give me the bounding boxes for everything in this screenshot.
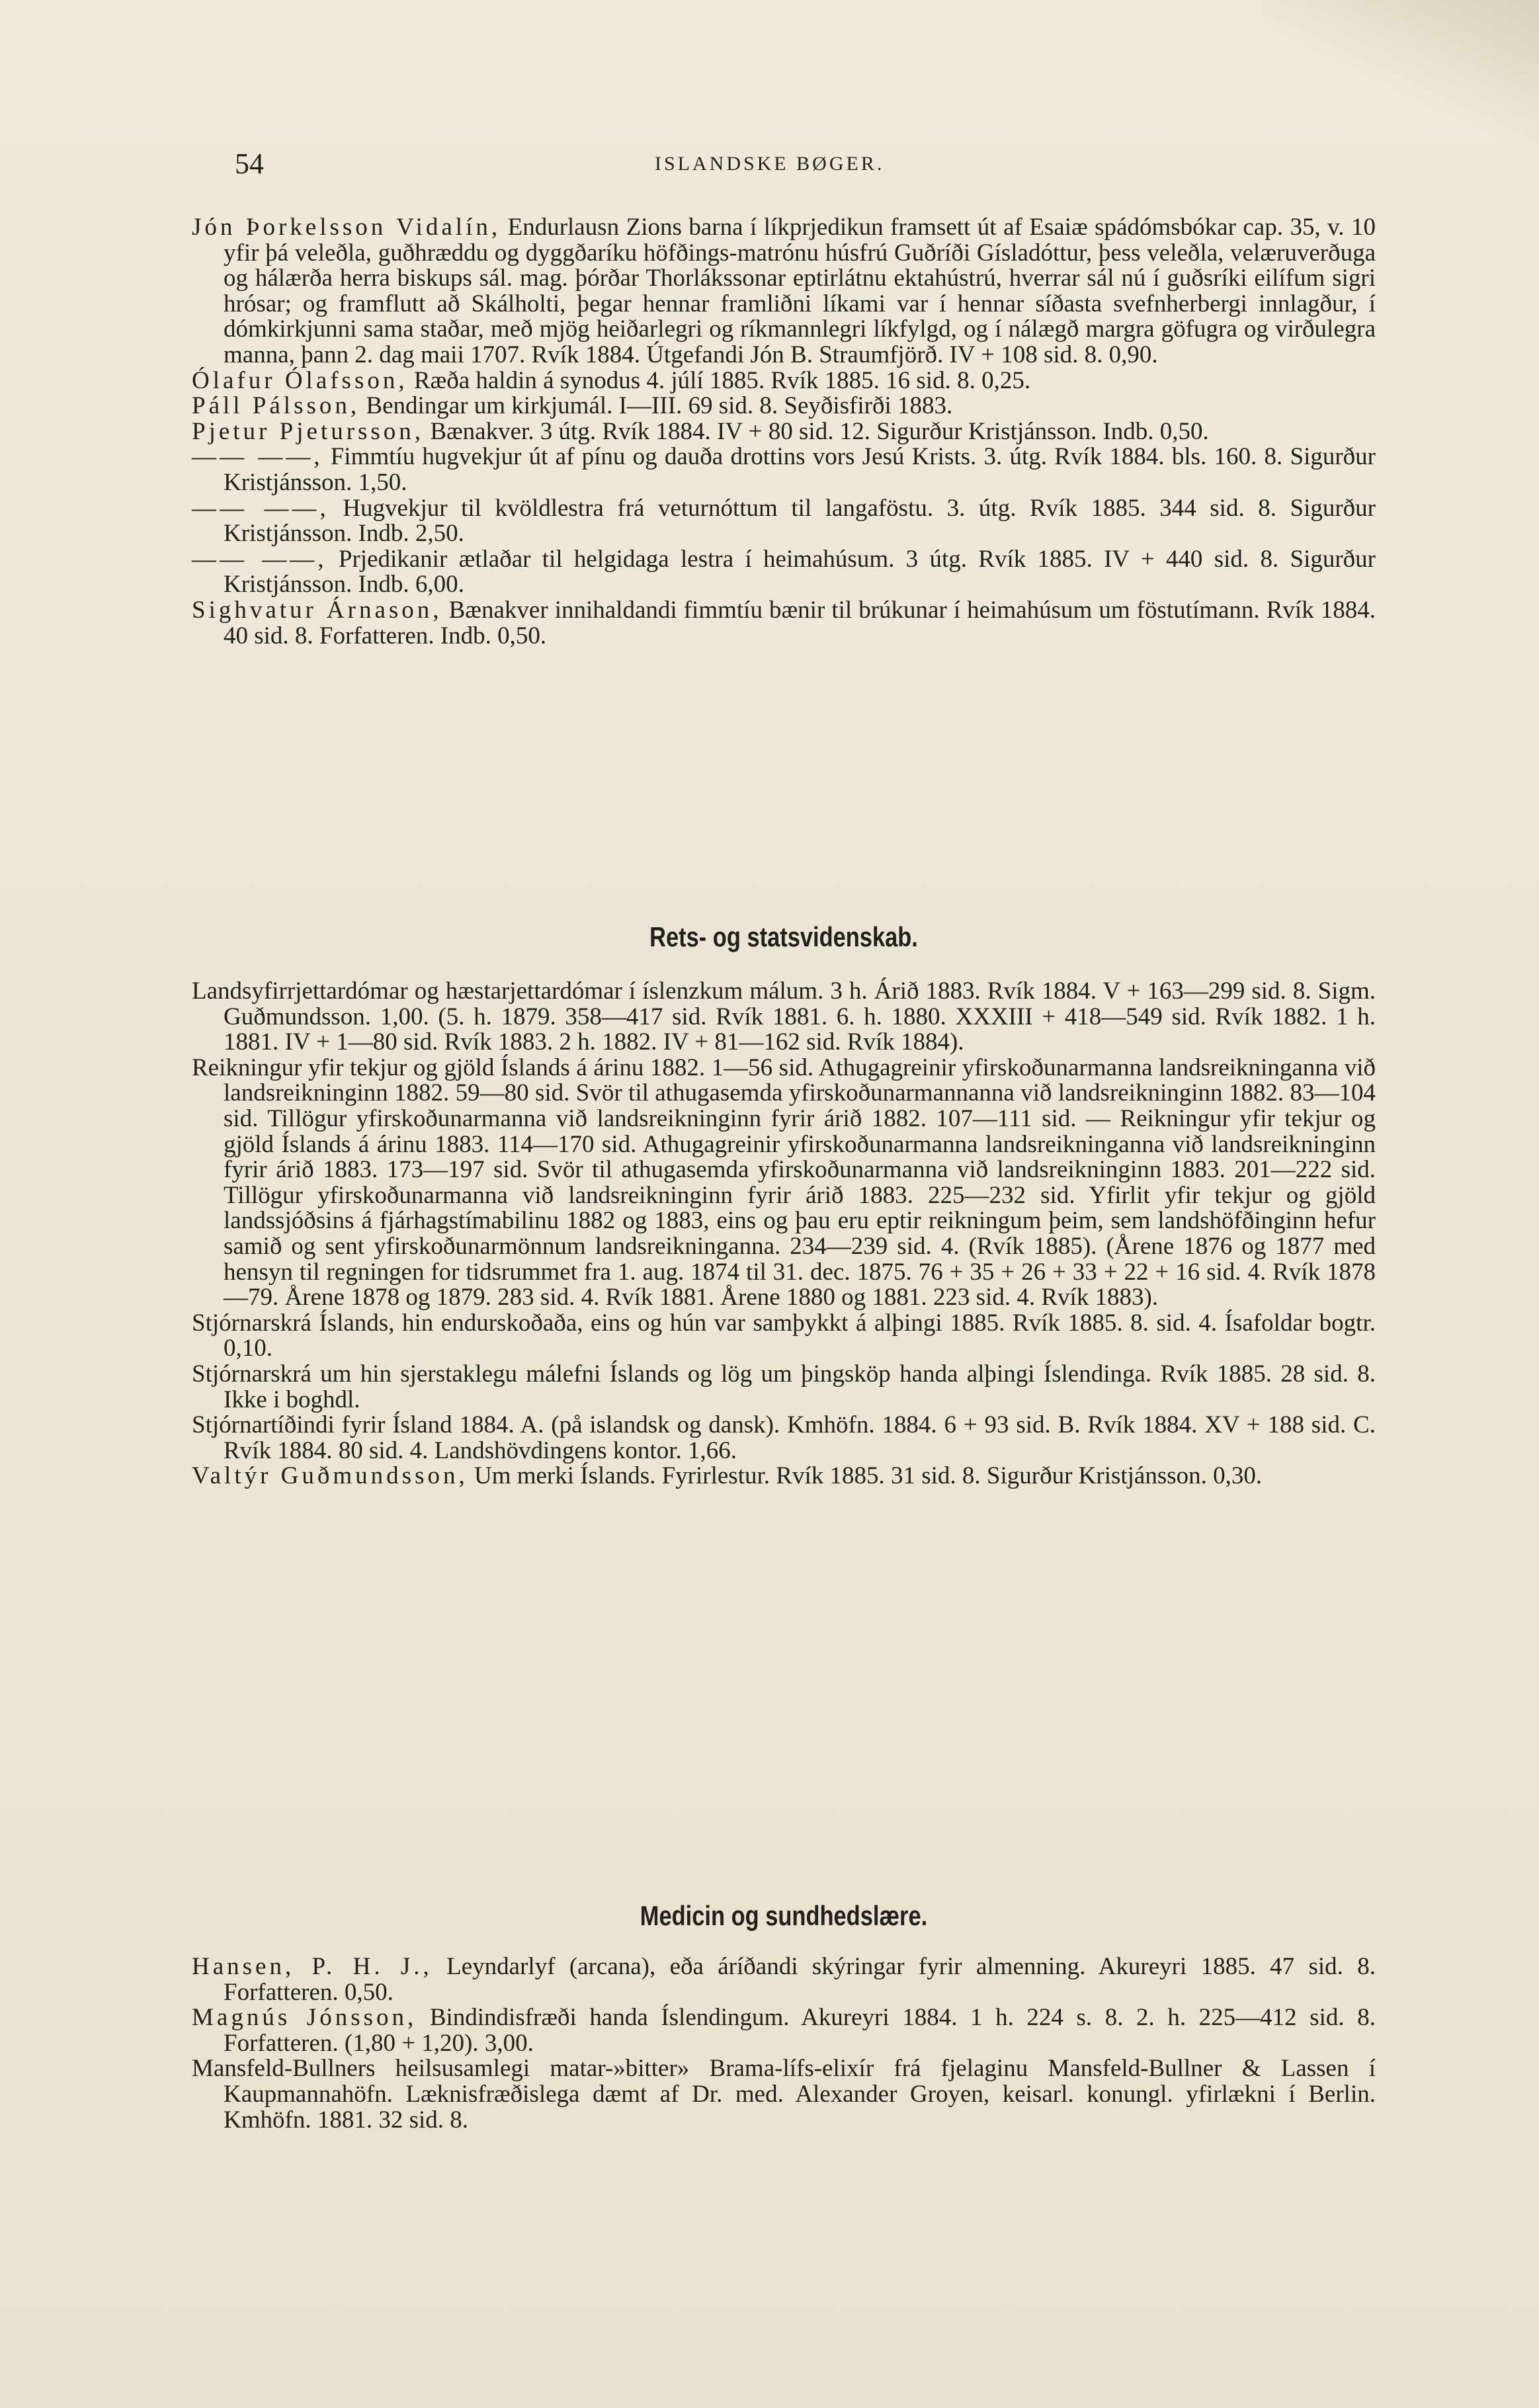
running-head: ISLANDSKE BØGER. bbox=[655, 153, 885, 175]
bibliography-entry bbox=[192, 1464, 1376, 1489]
entry-text: Stjórnarskrá um hin sjerstaklegu málefni Íslands og lög um þingsköp handa alþingi Íslendinga. Rvík 1885. 28 sid. 8. Ikke i boghdl. bbox=[192, 1360, 1376, 1413]
entry-text: Fimmtíu hugvekjur út af pínu og dauða drottins vors Jesú Krists. 3. útg. Rvík 1884. bls. 160. 8. Sigurður Kristjánsson. 1,50. bbox=[224, 443, 1376, 496]
bibliography-entry bbox=[192, 444, 1376, 495]
bibliography-entry bbox=[192, 2056, 1376, 2133]
entry-text: Mansfeld-Bullners heilsusamlegi matar-»bitter» Brama-lífs-elixír frá fjelaginu Mansfeld-Bullner & Lassen í Kaupmannahöfn. Læknisfræðislega dæmt af Dr. med. Alexander Groyen, keisarl. konungl. yfirlækni í Berlin. Kmhöfn. 1881. 32 sid. 8. bbox=[192, 2055, 1376, 2134]
bibliography-entry bbox=[192, 394, 1376, 419]
entry-text: Landsyfirrjettardómar og hæstarjettardómar í íslenzkum málum. 3 h. Árið 1883. Rvík 1884. V + 163—299 sid. 8. Sigm. Guðmundsson. 1,00. (5. h. 1879. 358—417 sid. Rvík 1881. 6. h. 1880. XXXIII + 418—549 sid. Rvík 1882. 1 h. 1881. IV + 1—80 sid. Rvík 1883. 2 h. 1882. IV + 81—162 sid. Rvík 1884). bbox=[192, 977, 1376, 1056]
section-religion-entries bbox=[192, 215, 1376, 649]
bibliography-entry bbox=[192, 496, 1376, 547]
entry-author: Jón Þorkelsson Vidalín, bbox=[192, 214, 501, 241]
bibliography-entry bbox=[192, 1954, 1376, 2005]
entry-author: —— ——, bbox=[192, 494, 329, 522]
entry-text: Hugvekjur til kvöldlestra frá veturnóttum til langaföstu. 3. útg. Rvík 1885. 344 sid. 8. Sigurður Kristjánsson. Indb. 2,50. bbox=[224, 494, 1376, 548]
bibliography-entry bbox=[192, 547, 1376, 598]
entry-text: Bænakver. 3 útg. Rvík 1884. IV + 80 sid. 12. Sigurður Kristjánsson. Indb. 0,50. bbox=[424, 417, 1209, 445]
bibliography-entry bbox=[192, 215, 1376, 368]
entry-author: Sighvatur Árnason, bbox=[192, 596, 442, 624]
entry-author: Hansen, P. H. J., bbox=[192, 1953, 433, 1980]
entry-text: Prjedikanir ætlaðar til helgidaga lestra í heimahúsum. 3 útg. Rvík 1885. IV + 440 sid. 8. Sigurður Kristjánsson. Indb. 6,00. bbox=[224, 545, 1376, 599]
entry-text: Leyndarlyf (arcana), eða áríðandi skýringar fyrir almenning. Akureyri 1885. 47 sid. 8. Forfatteren. 0,50. bbox=[224, 1953, 1376, 2006]
entry-author: —— ——, bbox=[192, 443, 323, 471]
entry-text: Stjórnartíðindi fyrir Ísland 1884. A. (på islandsk og dansk). Kmhöfn. 1884. 6 + 93 sid. B. Rvík 1884. XV + 188 sid. C. Rvík 1884. 80 sid. 4. Landshövdingens kontor. 1,66. bbox=[192, 1411, 1376, 1464]
entry-text: Um merki Íslands. Fyrirlestur. Rvík 1885. 31 sid. 8. Sigurður Kristjánsson. 0,30. bbox=[468, 1462, 1263, 1490]
bibliography-entry bbox=[192, 1311, 1376, 1362]
section-rets-entries bbox=[192, 979, 1376, 1489]
section-heading-rets: Rets- og statsvidenskab. bbox=[649, 921, 918, 952]
entry-text: Bænakver innihaldandi fimmtíu bænir til brúkunar í heimahúsum um föstutímann. Rvík 1884. 40 sid. 8. Forfatteren. Indb. 0,50. bbox=[224, 596, 1376, 649]
bibliography-entry bbox=[192, 1413, 1376, 1464]
bibliography-entry bbox=[192, 2005, 1376, 2056]
bibliography-entry bbox=[192, 598, 1376, 649]
entry-author: Ólafur Ólafsson, bbox=[192, 366, 408, 394]
entry-text: Bindindisfræði handa Íslendingum. Akureyri 1884. 1 h. 224 s. 8. 2. h. 225—412 sid. 8. Forfatteren. (1,80 + 1,20). 3,00. bbox=[224, 2004, 1376, 2057]
entry-text: Ræða haldin á synodus 4. júlí 1885. Rvík 1885. 16 sid. 8. 0,25. bbox=[407, 366, 1031, 394]
bibliography-entry bbox=[192, 419, 1376, 445]
bibliography-entry bbox=[192, 368, 1376, 394]
bibliography-entry bbox=[192, 979, 1376, 1056]
entry-author: —— ——, bbox=[192, 545, 327, 573]
entry-text: Bendingar um kirkjumál. I—III. 69 sid. 8. Seyðisfirði 1883. bbox=[360, 392, 953, 420]
page-number: 54 bbox=[235, 147, 264, 180]
entry-text: Reikningur yfir tekjur og gjöld Íslands á árinu 1882. 1—56 sid. Athugagreinir yfirskoðunarmanna landsreikninganna við landsreikninginn 1882. 59—80 sid. Svör til athugasemda yfirskoðunarmannanna við landsreikninginn 1882. 83—104 sid. Tillögur yfirskoðunarmanna við landsreikninginn fyrir árið 1882. 107—111 sid. — Reikningur yfir tekjur og gjöld Íslands á árinu 1883. 114—170 sid. Athugagreinir yfirskoðunarmanna landsreikninganna við landsreikninginn fyrir árið 1883. 173—197 sid. Svör til athugasemda yfirskoðunarmanna við landsreikninginn 1883. 201—222 sid. Tillögur yfirskoðunarmanna við landsreikninginn fyrir árið 1883. 225—232 sid. Yfirlit yfir tekjur og gjöld landssjóðsins á fjárhagstímabilinu 1882 og 1883, eins og þau eru eptir reikningum þeim, sem landshöfðinginn hefur samið og sent yfirskoðunarmönnum landsreikninganna. 234—239 sid. 4. (Rvík 1885). (Årene 1876 og 1877 med hensyn til regningen for tidsrummet fra 1. aug. 1874 til 31. dec. 1875. 76 + 35 + 26 + 33 + 22 + 16 sid. 4. Rvík 1878—79. Årene 1878 og 1879. 283 sid. 4. Rvík 1881. Årene 1880 og 1881. 223 sid. 4. Rvík 1883). bbox=[192, 1054, 1376, 1311]
section-medicin-entries bbox=[192, 1954, 1376, 2133]
page-header bbox=[235, 144, 1372, 184]
entry-author: Magnús Jónsson, bbox=[192, 2004, 417, 2032]
entry-author: Pjetur Pjetursson, bbox=[192, 417, 425, 445]
section-heading-medicin: Medicin og sundhedslære. bbox=[640, 1900, 928, 1931]
entry-author: Páll Pálsson, bbox=[192, 392, 360, 420]
entry-text: Endurlausn Zions barna í líkprjedikun framsett út af Esaiæ spádómsbókar cap. 35, v. 10 yfir þá veleðla, guðhræddu og dyggðaríku höfðings-matrónu húsfrú Guðríði Gísladóttur, þess veleðla, velæruverðuga og hálærða herra biskups sál. mag. þórðar Thorlákssonar eptirlátnu ektahústrú, hverrar sál nú í guðsríki eilífum sigri hrósar; og framflutt að Skálholti, þegar hennar framliðni líkami var í hennar síðasta svefnherbergi innlagður, í dómkirkjunni sama staðar, með mjög heiðarlegri og ríkmannlegri líkfylgd, og í nálægð margra göfugra og virðulegra manna, þann 2. dag maii 1707. Rvík 1884. Útgefandi Jón B. Straumfjörð. IV + 108 sid. 8. 0,90. bbox=[224, 214, 1376, 368]
entry-author: Valtýr Guðmundsson, bbox=[192, 1462, 468, 1490]
entry-text: Stjórnarskrá Íslands, hin endurskoðaða, eins og hún var samþykkt á alþingi 1885. Rvík 1885. 8. sid. 4. Ísafoldar bogtr. 0,10. bbox=[192, 1309, 1376, 1362]
bibliography-entry bbox=[192, 1362, 1376, 1413]
bibliography-entry bbox=[192, 1056, 1376, 1311]
